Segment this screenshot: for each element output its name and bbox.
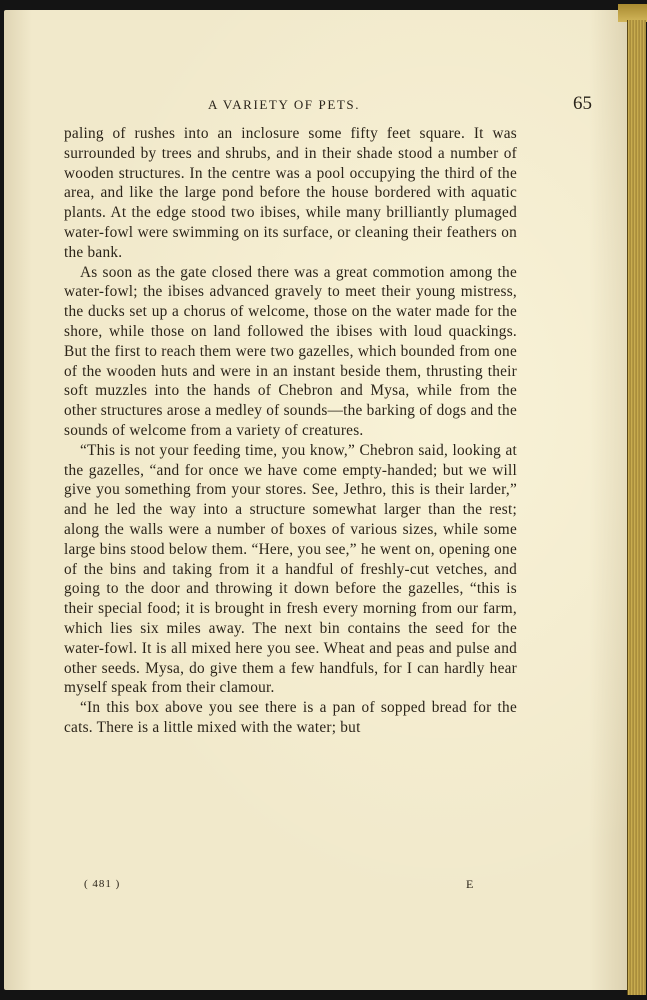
gilt-page-edges bbox=[627, 20, 646, 995]
paragraph-4: “In this box above you see there is a pan of sopped bread for the cats. There is a little mixed with the water; but bbox=[64, 699, 517, 736]
signature-number: ( 481 ) bbox=[84, 878, 121, 890]
running-head bbox=[0, 95, 647, 119]
signature-letter: E bbox=[466, 877, 474, 891]
running-head-title: A VARIETY OF PETS. bbox=[208, 97, 361, 112]
paragraph-3: “This is not your feeding time, you know,” Chebron said, looking at the gazelles, “and for once we have come empty-handed; but we will give you something from your stores. See, Jethro, this is their larder,” and he led the way into a structure somewhat larger than the rest; along the walls were a number of boxes of various sizes, while some large bins stood below them. “Here, you see,” he went on, opening one of the bins and taking from it a handful of freshly-cut vetches, and going to the door and throwing it down before the gazelles, “this is their special food; it is brought in fresh every morning from our farm, which lies six miles away. The next bin contains the seed for the water-fowl. It is all mixed here you see. Wheat and peas and pulse and other seeds. Mysa, do give them a few handfuls, for I can hardly hear myself speak from their clamour. bbox=[64, 441, 517, 697]
signature-line bbox=[0, 878, 647, 894]
scan-top-border bbox=[0, 0, 647, 10]
paragraph-1: paling of rushes into an inclosure some fifty feet square. It was surrounded by trees and shrubs, and in their shade stood a number of wooden structures. In the centre was a pool occupying the third of the area, and like the large pond before the house bordered with aquatic plants. At the edge stood two ibises, while many brilliantly plumaged water-fowl were swimming on its surface, or cleaning their feathers on the bank. bbox=[64, 125, 517, 261]
body-text bbox=[64, 124, 517, 738]
paragraph-2: As soon as the gate closed there was a great commotion among the water-fowl; the ibises advanced gravely to meet their young mistress, the ducks set up a chorus of welcome, those on the water made for the shore, while those on land followed the ibises with loud quackings. But the first to reach them were two gazelles, which bounded from one of the wooden huts and were in an instant beside them, thrusting their soft muzzles into the hands of Chebron and Mysa, while from the other structures arose a medley of sounds—the barking of dogs and the sounds of welcome from a variety of creatures. bbox=[64, 263, 517, 439]
page-number: 65 bbox=[573, 93, 592, 114]
